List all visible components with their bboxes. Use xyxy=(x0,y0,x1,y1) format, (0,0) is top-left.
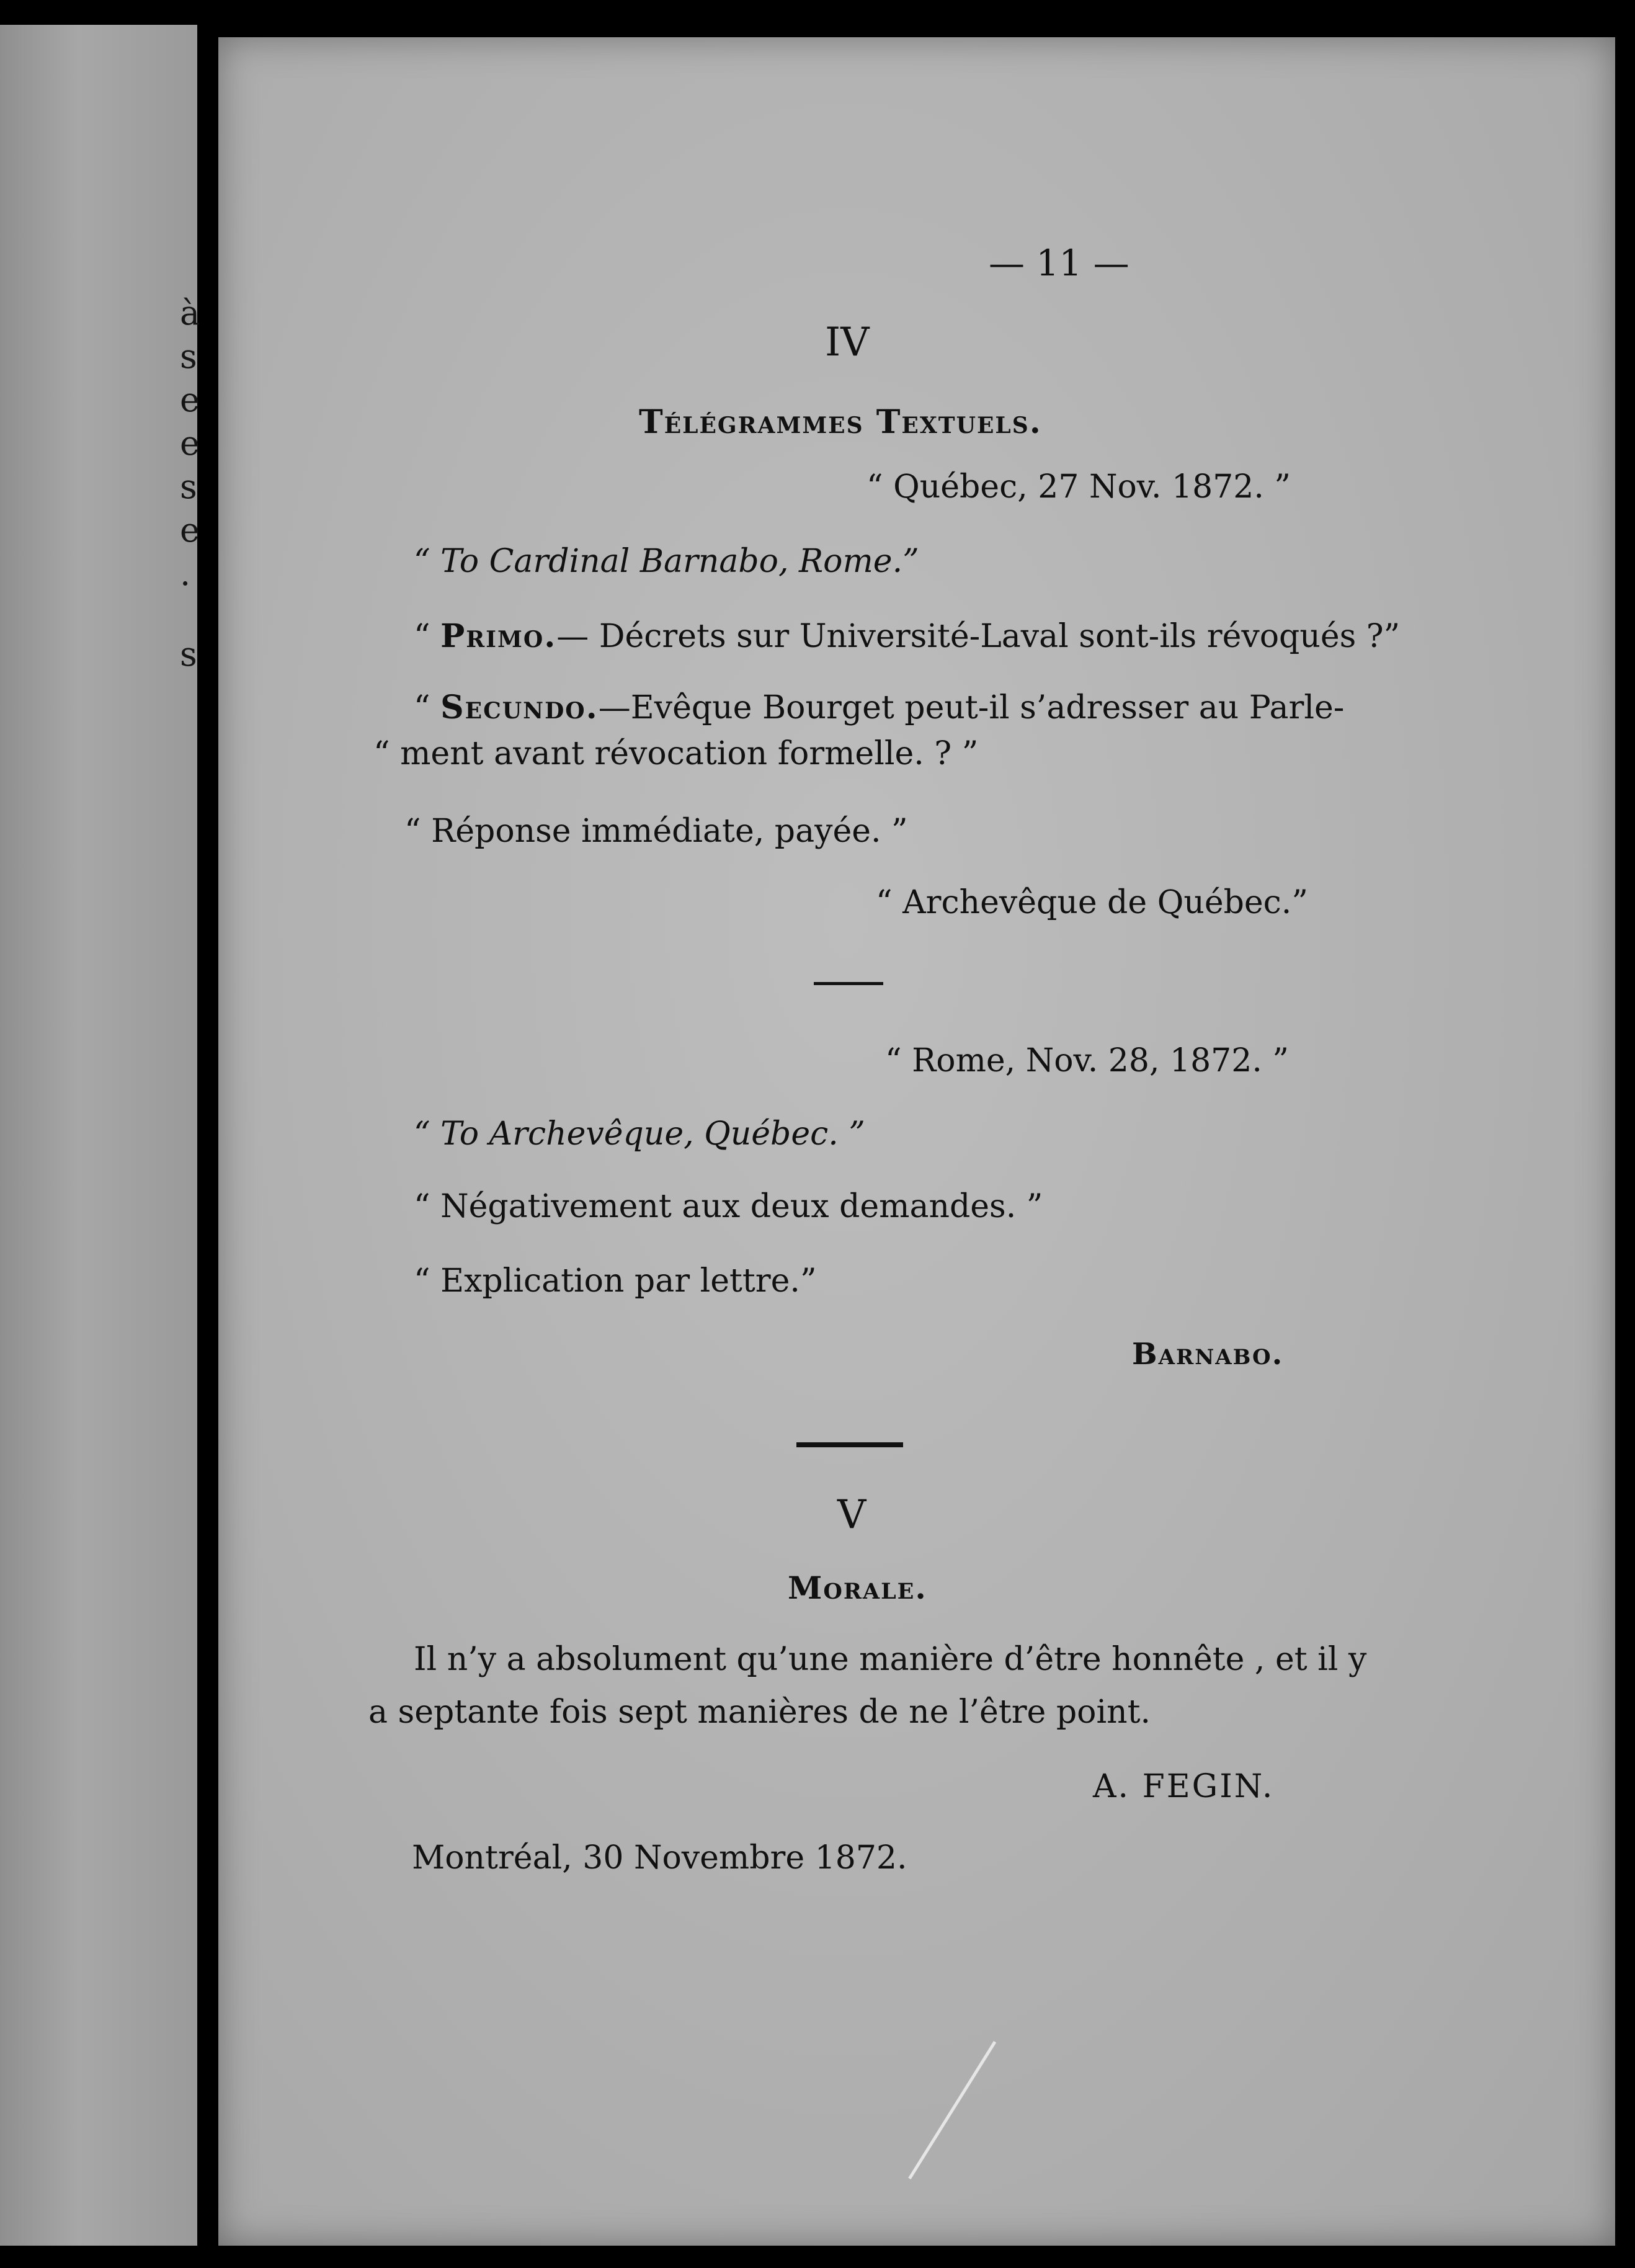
telegram2-signature: Barnabo. xyxy=(1132,1337,1284,1372)
place-and-date: Montréal, 30 Novembre 1872. xyxy=(412,1839,907,1877)
page-number: — 11 — xyxy=(989,242,1129,284)
primo-text: — Décrets sur Université-Laval sont-ils révoqués ?” xyxy=(556,618,1401,655)
secundo-open-quote: “ xyxy=(414,689,441,726)
left-edge-char: à xyxy=(180,293,200,333)
telegram2-line1: “ Négativement aux deux demandes. ” xyxy=(414,1188,1043,1225)
left-edge-char: e xyxy=(180,511,200,550)
left-edge-char: s xyxy=(180,467,197,506)
left-page-text-fragments xyxy=(180,292,198,676)
telegram2-line2: “ Explication par lettre.” xyxy=(414,1262,817,1300)
left-page-edge xyxy=(0,25,200,2246)
secundo-label: Secundo. xyxy=(440,689,599,726)
telegram1-secundo-continuation: “ ment avant révocation formelle. ? ” xyxy=(373,735,979,772)
telegram2-dateline: “ Rome, Nov. 28, 1872. ” xyxy=(885,1042,1289,1079)
telegram1-recipient: “ To Cardinal Barnabo, Rome.” xyxy=(414,543,919,580)
primo-label: Primo. xyxy=(440,617,557,655)
section-v-title: Morale. xyxy=(788,1569,927,1606)
telegram1-secundo xyxy=(414,689,1344,726)
left-edge-char: e xyxy=(180,380,200,419)
morale-paragraph-line1: Il n’y a absolument qu’une manière d’être honnête , et il y xyxy=(414,1641,1367,1678)
separator-rule xyxy=(814,982,883,985)
left-edge-char: s xyxy=(180,337,197,376)
section-iv-title: Télégrammes Textuels. xyxy=(639,403,1042,441)
telegram1-primo: “ Primo.— Décrets sur Université-Laval sont-ils révoqués ?” xyxy=(414,617,1401,655)
telegram1-signature: “ Archevêque de Québec.” xyxy=(876,884,1308,921)
left-edge-char: e xyxy=(180,424,200,463)
left-edge-char: s xyxy=(180,635,197,674)
morale-paragraph-line2: a septante fois sept manières de ne l’être point. xyxy=(368,1694,1151,1731)
section-divider-rule xyxy=(796,1442,903,1447)
scan-scratch-mark xyxy=(908,2041,996,2179)
document-page xyxy=(218,37,1615,2246)
section-iv-numeral: IV xyxy=(825,319,870,365)
telegram1-dateline: “ Québec, 27 Nov. 1872. ” xyxy=(867,468,1291,506)
left-edge-char: . xyxy=(180,554,191,593)
telegram2-recipient: “ To Archevêque, Québec. ” xyxy=(414,1115,865,1153)
author-signature: A. FEGIN. xyxy=(1093,1768,1275,1805)
secundo-text: —Evêque Bourget peut-il s’adresser au Parle- xyxy=(598,689,1345,726)
telegram1-reponse: “ Réponse immédiate, payée. ” xyxy=(404,813,908,850)
section-v-numeral: V xyxy=(837,1492,867,1538)
